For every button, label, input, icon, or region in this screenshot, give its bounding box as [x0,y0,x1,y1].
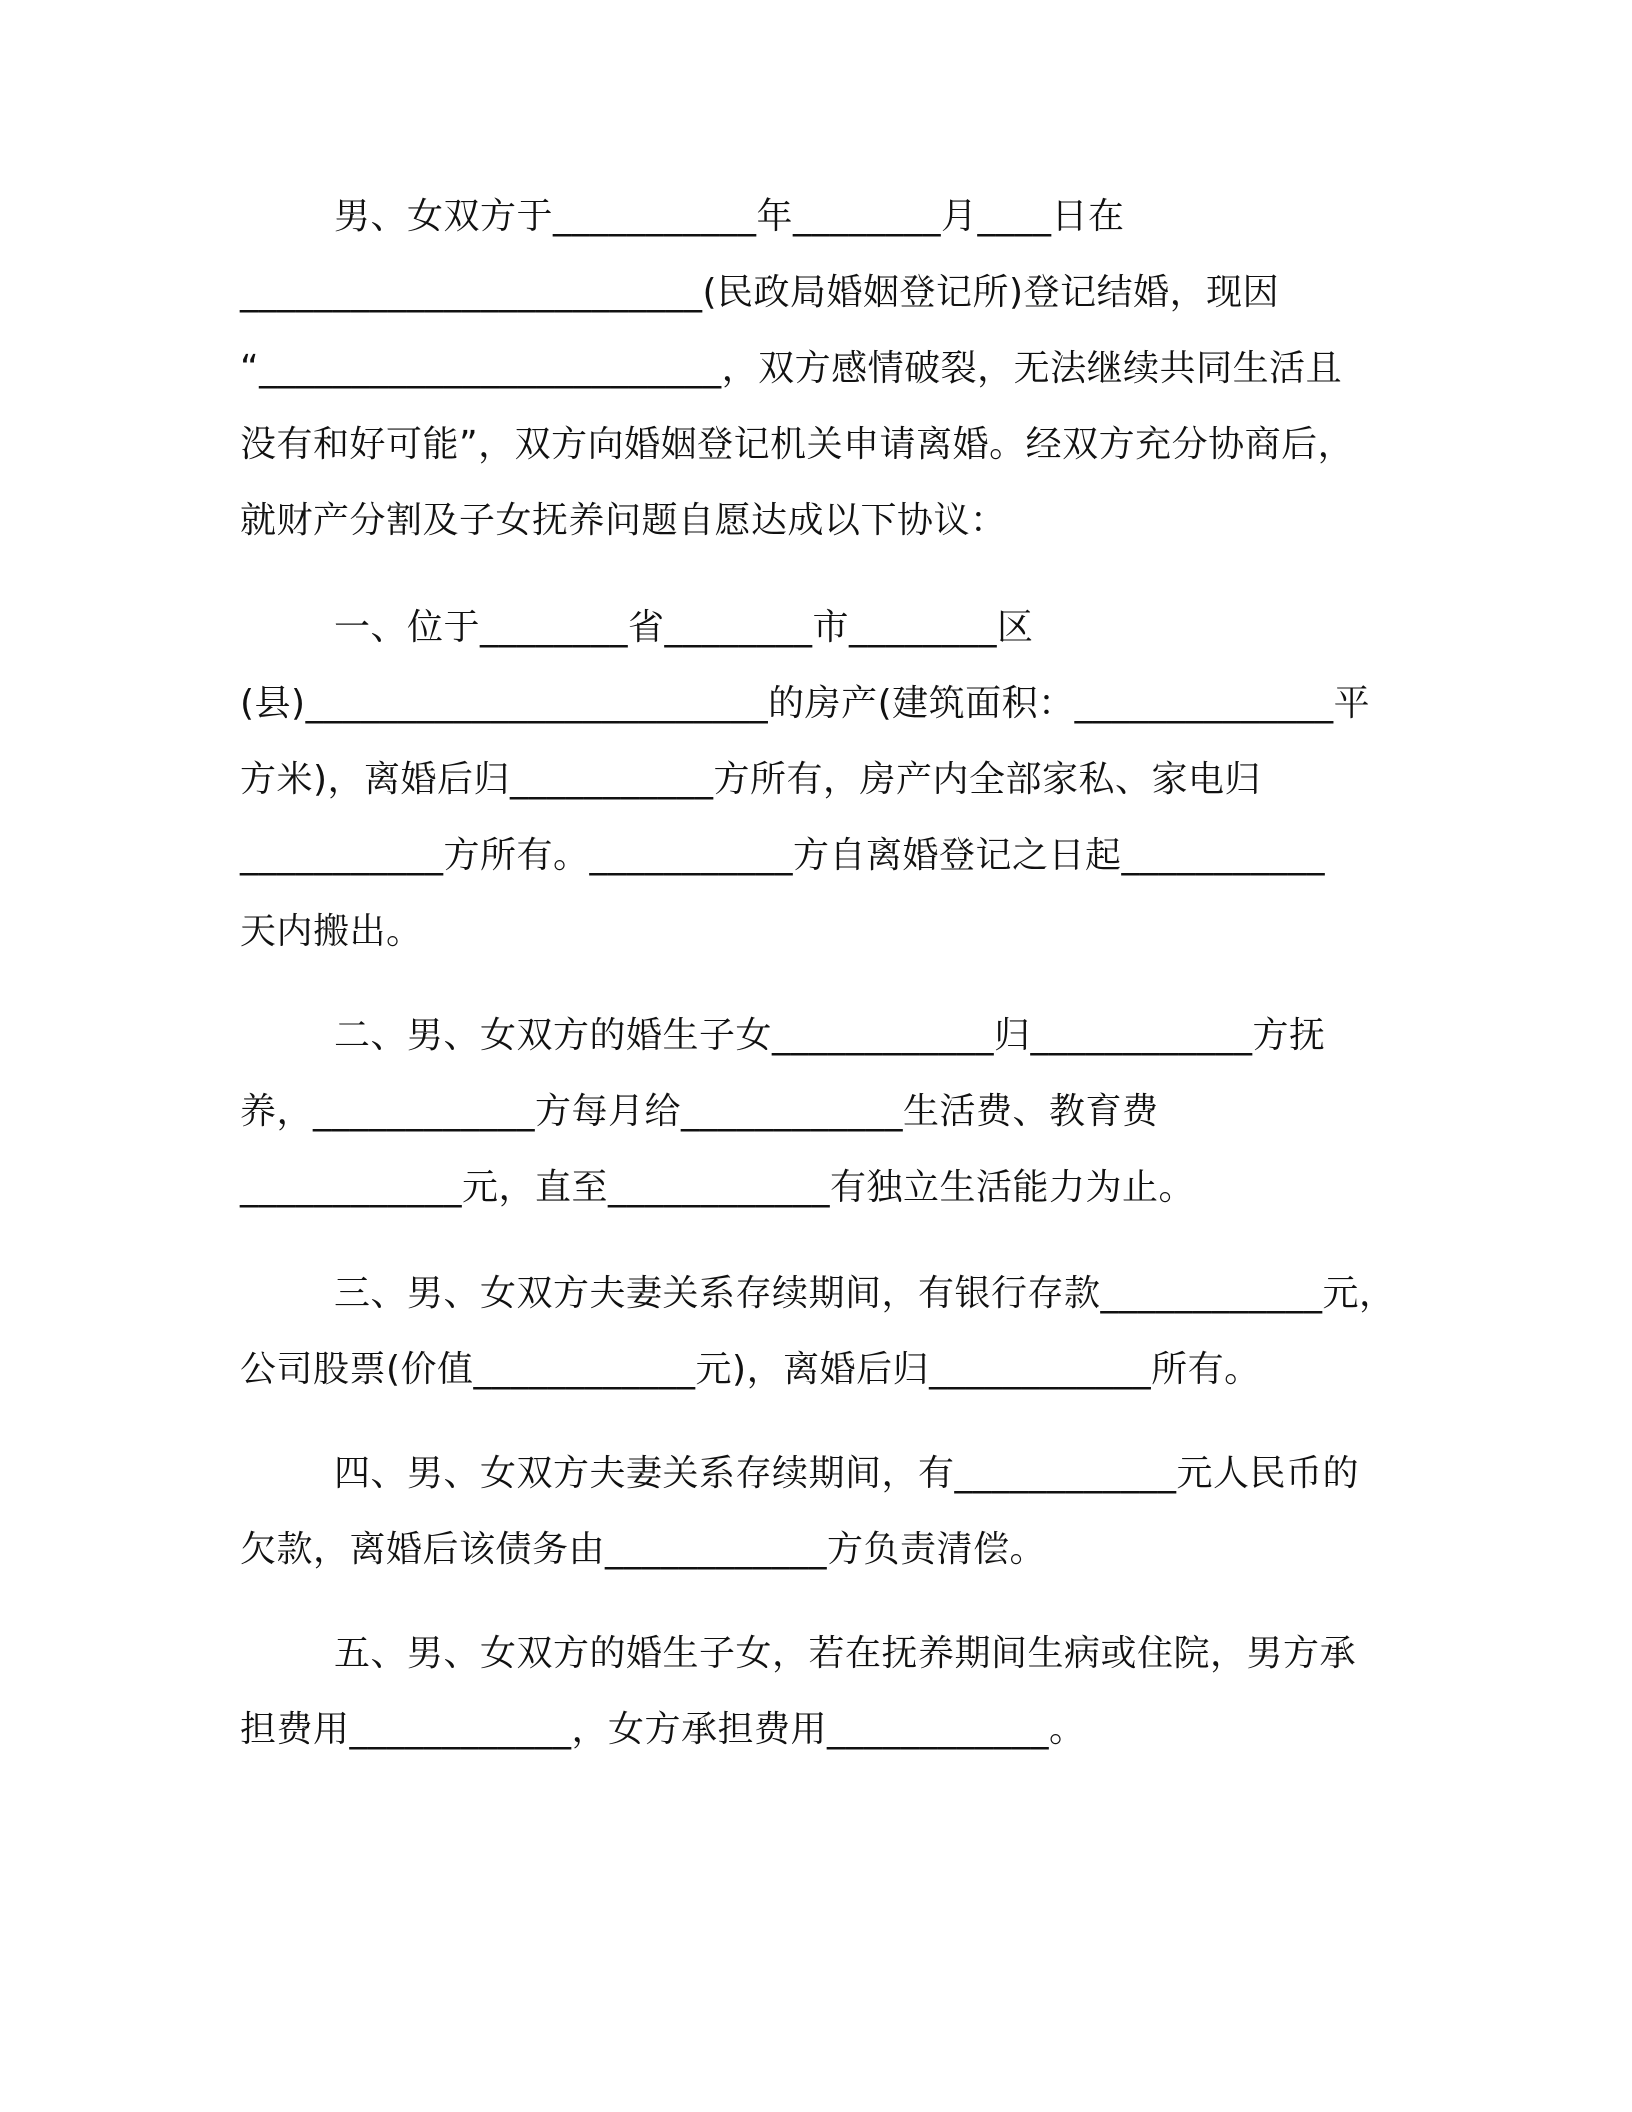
clause-3-line-1: 三、男、女双方夫妻关系存续期间，有银行存款____________元， [334,1273,1396,1314]
clause-1-line-2: (县)_________________________的房产(建筑面积：______________平 [240,683,1371,724]
clause-2-line-1: 二、男、女双方的婚生子女____________归____________方抚 [334,1015,1326,1056]
clause-1-line-5: 天内搬出。 [240,911,423,952]
clause-1-line-4: ___________方所有。___________方自离婚登记之日起___________ [240,835,1326,876]
clause-4-line-2: 欠款，离婚后该债务由____________方负责清偿。 [240,1529,1047,1570]
clause-3-line-2: 公司股票(价值____________元)，离婚后归____________所有。 [240,1349,1261,1390]
intro-line-3: “_________________________，双方感情破裂，无法继续共同生活且 [240,348,1343,389]
clause-2-line-2: 养，____________方每月给____________生活费、教育费 [240,1091,1159,1132]
intro-line-1: 男、女双方于___________年________月____日在 [334,196,1125,237]
intro-line-4: 没有和好可能”，双方向婚姻登记机关申请离婚。经双方充分协商后， [240,424,1355,465]
clause-2-line-3: ____________元，直至____________有独立生活能力为止。 [240,1167,1196,1208]
intro-line-5: 就财产分割及子女抚养问题自愿达成以下协议： [240,500,1007,541]
clause-5-line-2: 担费用____________，女方承担费用____________。 [240,1709,1086,1750]
clause-1-line-3: 方米)，离婚后归___________方所有，房产内全部家私、家电归 [240,759,1262,800]
clause-1-line-1: 一、位于________省________市________区 [334,607,1034,648]
intro-line-2: _________________________(民政局婚姻登记所)登记结婚，现因 [240,272,1280,313]
clause-4-line-1: 四、男、女双方夫妻关系存续期间，有____________元人民币的 [334,1453,1360,1494]
clause-5-line-1: 五、男、女双方的婚生子女，若在抚养期间生病或住院，男方承 [334,1633,1357,1674]
